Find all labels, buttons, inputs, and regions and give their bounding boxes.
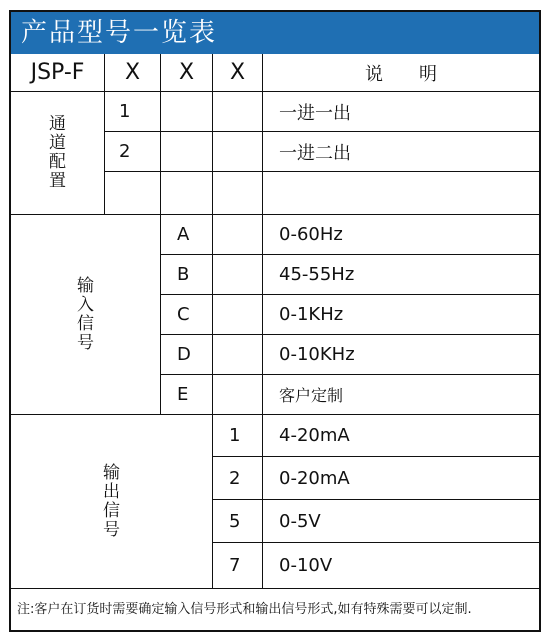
output-description: 0-20mA [263,457,539,500]
channel-label-char: 通 [49,114,66,134]
channel-code: 2 [105,132,161,172]
channel-config-label [11,92,105,215]
input-description: 0-1KHz [263,295,539,335]
channel-code: 1 [105,92,161,132]
channel-description: 一进二出 [263,132,539,172]
output-description: 4-20mA [263,415,539,457]
output-description: 0-5V [263,500,539,543]
input-code: B [161,255,213,295]
input-label-char: 信 [77,313,94,334]
input-code: C [161,295,213,335]
output-code: 5 [213,500,263,543]
empty-cell [213,335,263,375]
output-label-char: 信 [103,500,120,521]
input-description: 客户定制 [263,375,539,415]
input-description: 0-10KHz [263,335,539,375]
output-code: 7 [213,543,263,589]
input-code: D [161,335,213,375]
input-description: 45-55Hz [263,255,539,295]
header-description: 说 明 [263,54,539,92]
input-code: A [161,215,213,255]
channel-description [263,172,539,215]
header-x2: X [161,54,213,92]
empty-cell [213,92,263,132]
input-description: 0-60Hz [263,215,539,255]
output-label-char: 号 [103,519,120,540]
empty-cell [213,215,263,255]
output-label-char: 出 [103,481,120,502]
input-label-char: 入 [77,294,94,315]
channel-label-char: 置 [49,171,66,191]
empty-cell [161,172,213,215]
output-label-char: 输 [103,462,120,483]
output-description: 0-10V [263,543,539,589]
header-model: JSP-F [11,54,105,92]
channel-code [105,172,161,215]
table-title: 产品型号一览表 [11,12,539,54]
header-x3: X [213,54,263,92]
empty-cell [213,295,263,335]
empty-cell [213,172,263,215]
model-table [9,10,541,632]
empty-cell [213,132,263,172]
output-code: 2 [213,457,263,500]
channel-label-char: 配 [49,152,66,172]
channel-label-char: 道 [49,133,66,153]
input-signal-label [11,215,161,415]
empty-cell [213,375,263,415]
input-label-char: 号 [77,332,94,353]
input-code: E [161,375,213,415]
output-signal-label [11,415,213,589]
footnote: 注:客户在订货时需要确定输入信号形式和输出信号形式,如有特殊需要可以定制. [17,602,472,617]
empty-cell [161,132,213,172]
header-x1: X [105,54,161,92]
table-grid [11,54,539,589]
empty-cell [161,92,213,132]
input-label-char: 输 [77,275,94,296]
empty-cell [213,255,263,295]
channel-description: 一进一出 [263,92,539,132]
output-code: 1 [213,415,263,457]
